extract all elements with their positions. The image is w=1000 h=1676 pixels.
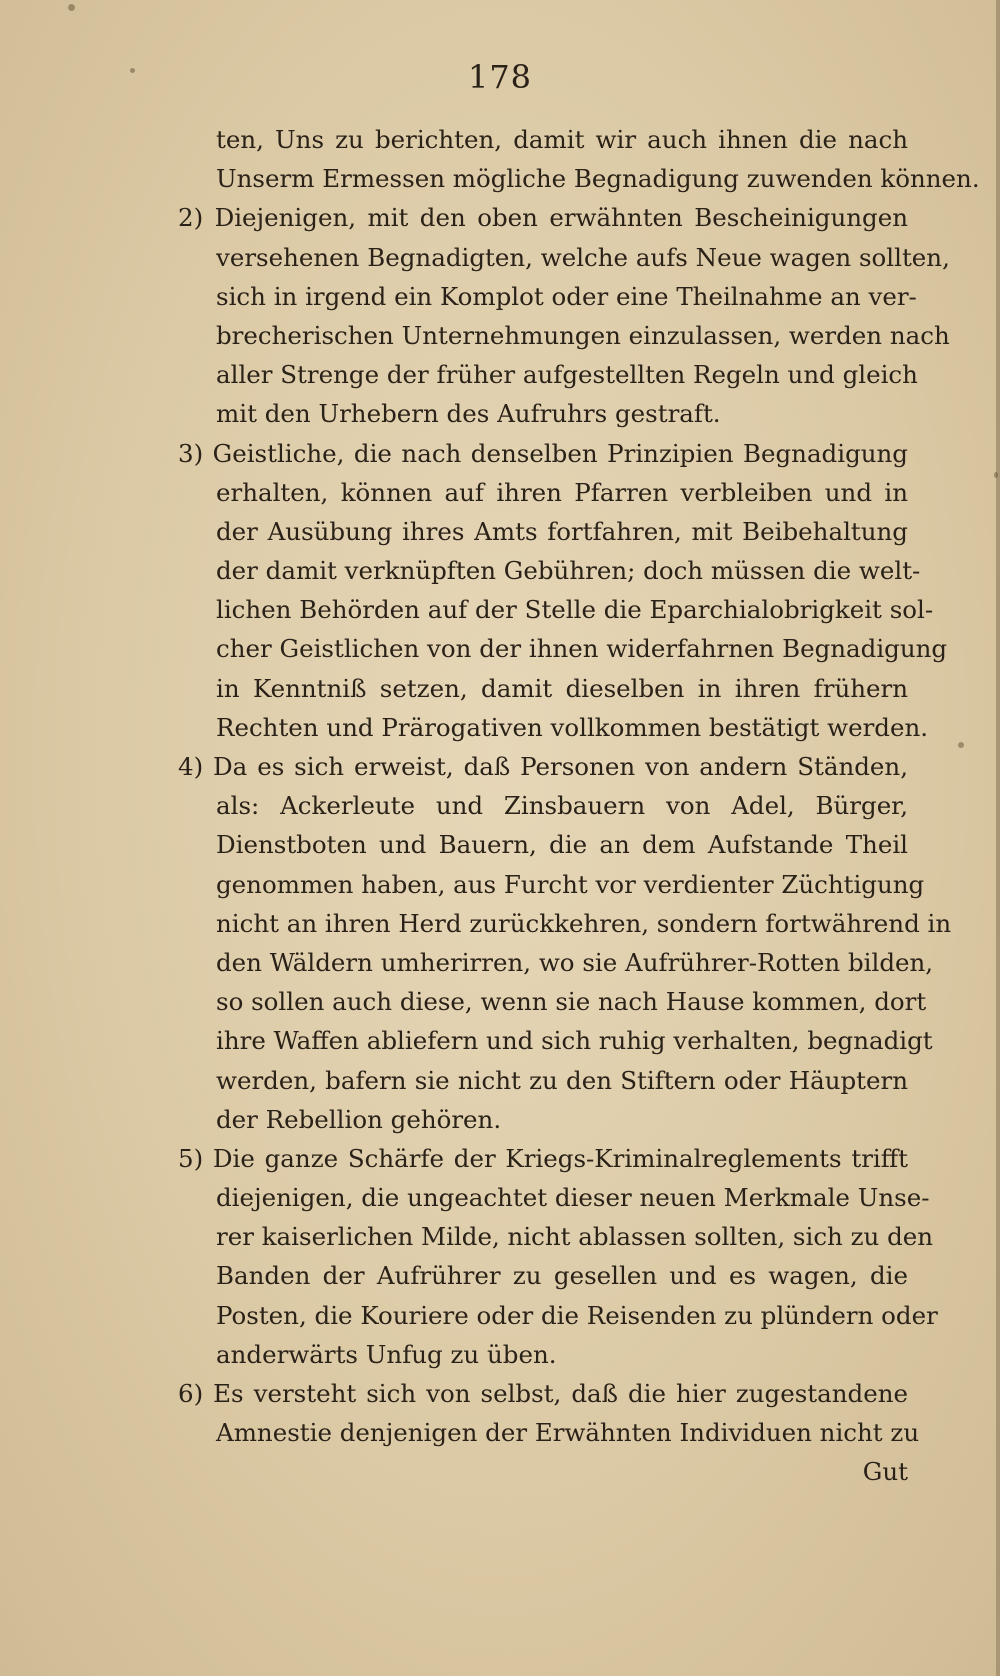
text-line: so sollen auch diese, wenn sie nach Hause kommen, dort (216, 987, 927, 1017)
text-line: Amnestie denjenigen der Erwähnten Individuen nicht zu (216, 1418, 920, 1448)
text-line: sich in irgend ein Komplot oder eine Theilnahme an ver- (216, 281, 917, 311)
text-line: Posten, die Kouriere oder die Reisenden zu plündern oder (216, 1300, 938, 1330)
paper-speck (68, 4, 75, 11)
text-line: ten, Uns zu berichten, damit wir auch ihnen die nach (216, 125, 908, 154)
text-line: rer kaiserlichen Milde, nicht ablassen sollten, sich zu den (216, 1222, 934, 1252)
text-line: cher Geistlichen von der ihnen widerfahrnen Begnadigung (216, 634, 948, 664)
paper-speck (994, 472, 998, 478)
text-line: brecherischen Unternehmungen einzulassen, werden nach (216, 320, 950, 350)
text-line: der Rebellion gehören. (216, 1104, 502, 1134)
catchword: Gut (862, 1457, 908, 1487)
text-line: aller Strenge der früher aufgestellten Regeln und gleich (216, 360, 918, 390)
text-line: versehenen Begnadigten, welche aufs Neue wagen sollten, (216, 242, 950, 272)
text-line: der Ausübung ihres Amts fortfahren, mit Beibehaltung (216, 516, 908, 546)
text-line: diejenigen, die ungeachtet dieser neuen Merkmale Unse- (216, 1183, 930, 1213)
text-line: Dienstboten und Bauern, die an dem Aufstande Theil (216, 830, 908, 860)
text-line: als: Ackerleute und Zinsbauern von Adel, Bürger, (216, 791, 908, 821)
text-line: 4) Da es sich erweist, daß Personen von andern Ständen, (178, 752, 908, 781)
text-line: ihre Waffen abliefern und sich ruhig verhalten, begnadigt (216, 1026, 933, 1056)
text-line: 5) Die ganze Schärfe der Kriegs-Kriminalreglements trifft (178, 1143, 908, 1173)
text-line: mit den Urhebern des Aufruhrs gestraft. (216, 399, 721, 429)
text-line: genommen haben, aus Furcht vor verdienter Züchtigung (216, 869, 925, 899)
text-line: nicht an ihren Herd zurückkehren, sondern fortwährend in (216, 908, 952, 938)
text-line: Banden der Aufrührer zu gesellen und es wagen, die (216, 1261, 908, 1291)
page-number: 178 (467, 58, 533, 96)
text-line: erhalten, können auf ihren Pfarren verbleiben und in (216, 477, 908, 507)
text-line: anderwärts Unfug zu üben. (216, 1339, 557, 1369)
paper-speck (958, 742, 964, 748)
text-line: den Wäldern umherirren, wo sie Aufrührer-Rotten bilden, (216, 947, 934, 977)
text-line: lichen Behörden auf der Stelle die Eparchialobrigkeit sol- (216, 595, 934, 625)
text-line: 2) Diejenigen, mit den oben erwähnten Bescheinigungen (178, 203, 908, 233)
text-line: der damit verknüpften Gebühren; doch müssen die welt- (216, 556, 921, 586)
body-text (178, 120, 980, 1492)
text-line: Rechten und Prärogativen vollkommen bestätigt werden. (216, 712, 929, 742)
text-line: werden, bafern sie nicht zu den Stiftern oder Häuptern (216, 1065, 908, 1095)
page-edge (996, 0, 1000, 1676)
text-line: 6) Es versteht sich von selbst, daß die hier zugestandene (178, 1379, 908, 1408)
text-line: in Kenntniß setzen, damit dieselben in ihren frühern (216, 673, 908, 703)
text-line: Unserm Ermessen mögliche Begnadigung zuwenden können. (216, 164, 980, 194)
text-line: 3) Geistliche, die nach denselben Prinzipien Begnadigung (178, 438, 908, 468)
